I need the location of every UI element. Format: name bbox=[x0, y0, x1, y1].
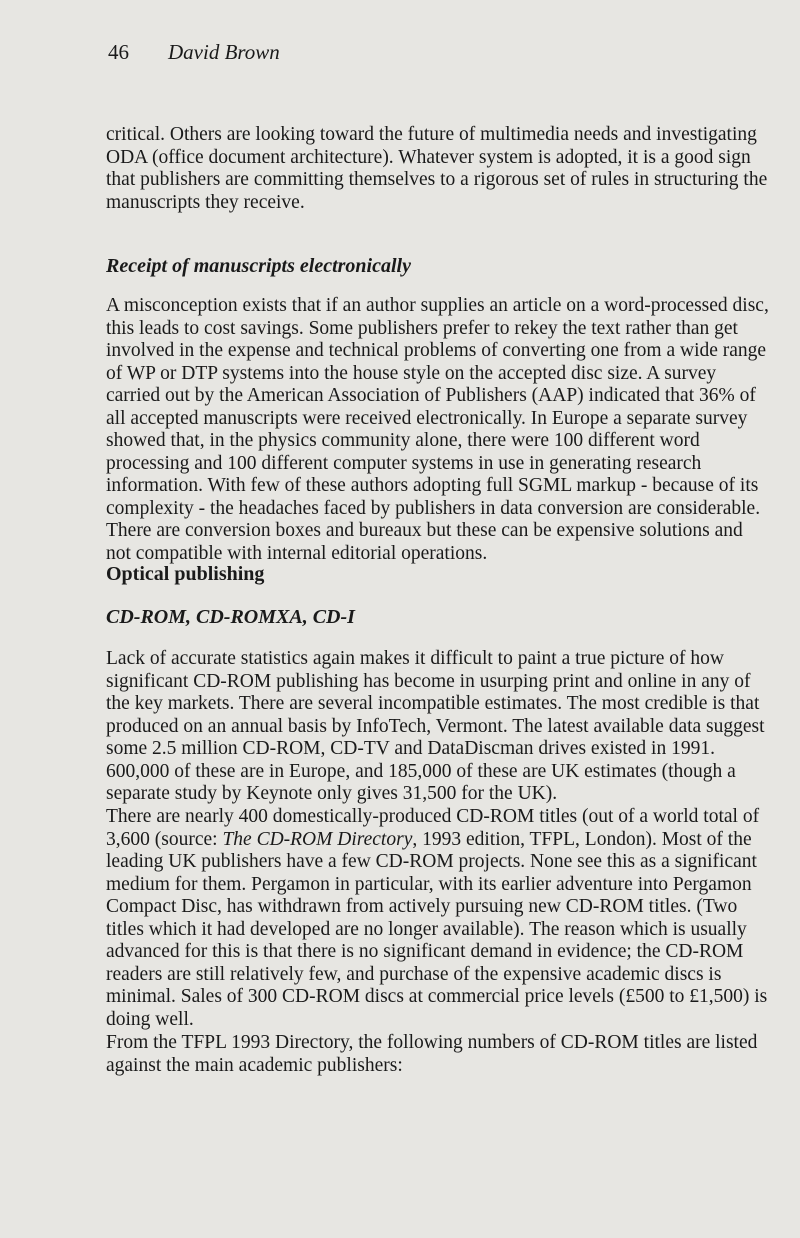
paragraph-domestic-titles bbox=[106, 806, 770, 1031]
paragraph-domestic-titles-start: There are nearly 400 domestically-produced CD-ROM titles (out of a world total of 3,600 (source: bbox=[106, 806, 760, 850]
paragraph-intro: critical. Others are looking toward the future of multimedia needs and investigating ODA (office document architecture). Whatever system is adopted, it is a good sign that publishers are committing themselves to a rigorous set of rules in structuring the manuscripts they receive. bbox=[106, 124, 768, 213]
heading-cdrom: CD-ROM, CD-ROMXA, CD-I bbox=[106, 606, 355, 628]
page-number: 46 bbox=[108, 40, 129, 64]
paragraph-receipt: A misconception exists that if an author supplies an article on a word-processed disc, this leads to cost savings. Some publishers prefer to rekey the text rather than get involved in the expense and technical problems of converting one from a wide range of WP or DTP systems into the house style on the accepted disc size. A survey carried out by the American Association of Publishers (AAP) indicated that 36% of all accepted manuscripts were received electronically. In Europe a separate survey showed that, in the physics community alone, there were 100 different word processing and 100 different computer systems in use in generating research information. With few of these authors adopting full SGML markup - because of its complexity - the headaches faced by publishers in data conversion are considerable. There are conversion boxes and bureaux but these can be expensive solutions and not compatible with internal editorial operations. bbox=[106, 295, 769, 564]
running-header bbox=[108, 40, 280, 65]
paragraph-tfpl-directory: From the TFPL 1993 Directory, the following numbers of CD-ROM titles are listed against the main academic publishers: bbox=[106, 1032, 758, 1076]
heading-optical-publishing: Optical publishing bbox=[106, 563, 265, 585]
paragraph-domestic-titles-rest: , 1993 edition, TFPL, London). Most of the leading UK publishers have a few CD-ROM projects. None see this as a significant medium for them. Pergamon in particular, with its earlier adventure into Pergamon Compact Disc, has withdrawn from actively pursuing new CD-ROM titles. (Two titles which it had developed are no longer available). The reason which is usually advanced for this is that there is no significant demand in evidence; the CD-ROM readers are still relatively few, and purchase of the expensive academic discs is minimal. Sales of 300 CD-ROM discs at commercial price levels (£500 to £1,500) is doing well. bbox=[106, 828, 768, 1030]
paragraph-lack-of-statistics: Lack of accurate statistics again makes it difficult to paint a true picture of how significant CD-ROM publishing has become in usurping print and online in any of the key markets. There are several incompatible estimates. The most credible is that produced on an annual basis by InfoTech, Vermont. The latest available data suggest some 2.5 million CD-ROM, CD-TV and DataDiscman drives existed in 1991. 600,000 of these are in Europe, and 185,000 of these are UK estimates (though a separate study by Keynote only gives 31,500 for the UK). bbox=[106, 648, 765, 804]
heading-receipt: Receipt of manuscripts electronically bbox=[106, 255, 411, 277]
cited-directory-title: The CD-ROM Directory bbox=[222, 828, 413, 850]
running-author: David Brown bbox=[168, 40, 280, 64]
